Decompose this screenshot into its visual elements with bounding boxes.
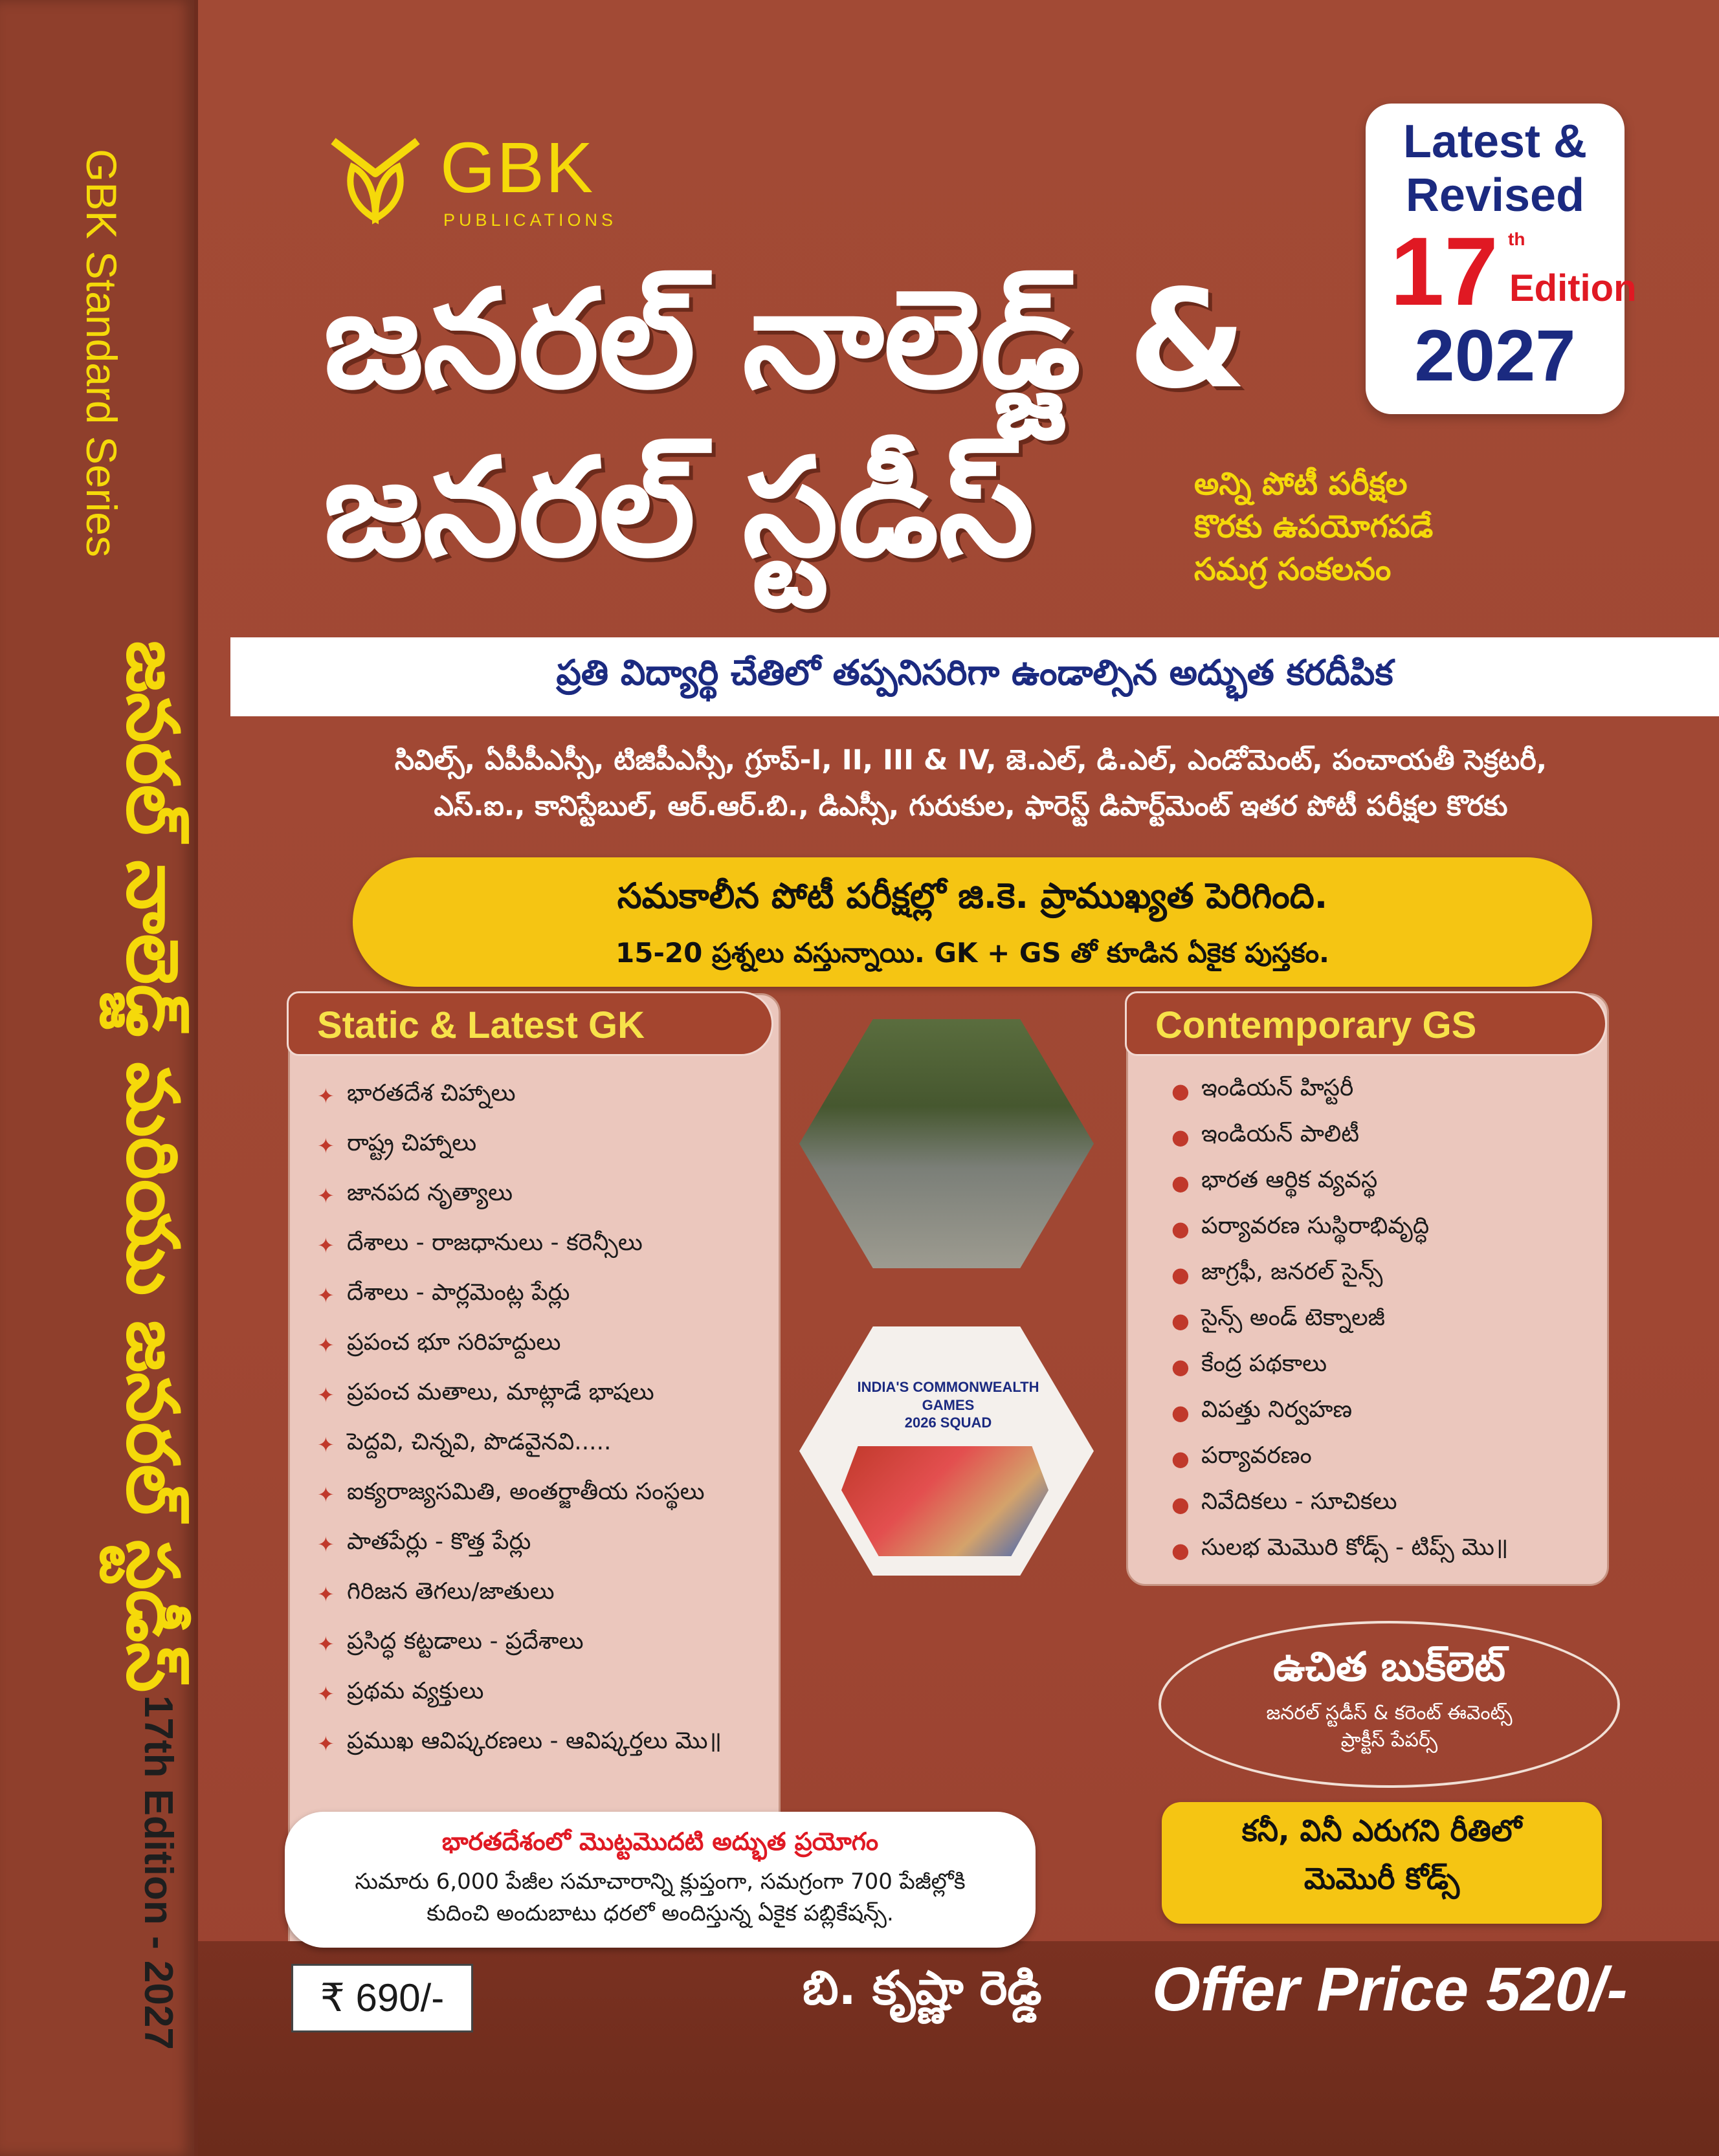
list-item: [317, 1121, 770, 1171]
edition-badge: [1366, 104, 1637, 414]
memory-codes-line: మెమొరీ కోడ్స్: [1303, 1860, 1460, 1896]
book-title-line-2: జనరల్ స్టడీస్: [324, 428, 1034, 587]
book-title-line-1: జనరల్ నాలెడ్జ్ &: [324, 260, 1247, 419]
list-item: [1171, 1160, 1592, 1205]
list-item-label: పర్యావరణం: [1201, 1442, 1312, 1469]
edition-number: 17: [1390, 216, 1498, 325]
list-item: [1171, 1114, 1592, 1160]
dot-bullet-icon: ●: [1171, 1537, 1190, 1563]
list-item-label: విపత్తు నిర్వహణ: [1201, 1396, 1353, 1423]
list-item-label: ఇండియన్ పాలిటీ: [1201, 1120, 1360, 1147]
memory-codes-box: [1162, 1802, 1602, 1924]
star-bullet-icon: ✦: [317, 1532, 335, 1557]
free-booklet-line: ప్రాక్టీస్ పేపర్స్: [1340, 1729, 1438, 1752]
list-item-label: ఐక్యరాజ్యసమితి, అంతర్జాతీయ సంస్థలు: [347, 1478, 705, 1505]
publisher-logo-subtitle: PUBLICATIONS: [443, 210, 617, 230]
first-ever-body: [285, 1866, 1036, 1930]
list-item: [317, 1669, 770, 1719]
list-item-label: జానపద నృత్యాలు: [347, 1179, 513, 1206]
list-item: [317, 1569, 770, 1619]
list-item-label: పాతపేర్లు - కొత్త పేర్లు: [347, 1528, 531, 1555]
first-ever-title: భారతదేశంలో మొట్టమొదటి అద్భుత ప్రయోగం: [441, 1827, 879, 1856]
star-bullet-icon: ✦: [317, 1482, 335, 1507]
dot-bullet-icon: ●: [1171, 1491, 1190, 1517]
dot-bullet-icon: ●: [1171, 1124, 1190, 1149]
list-item-label: భారత ఆర్థిక వ్యవస్థ: [1201, 1166, 1378, 1193]
list-item-label: ప్రసిద్ధ కట్టడాలు - ప్రదేశాలు: [347, 1627, 584, 1655]
star-bullet-icon: ✦: [317, 1083, 335, 1108]
spine-edition: 17th Edition - 2027: [136, 1695, 181, 2050]
edition-year: 2027: [1414, 314, 1576, 396]
dot-bullet-icon: ●: [1171, 1078, 1190, 1103]
list-item: [317, 1519, 770, 1569]
first-ever-line: సుమారు 6,000 పేజీల సమాచారాన్ని క్లుప్తంగా, సమగ్రంగా 700 పేజీల్లోకి: [355, 1869, 966, 1895]
dot-bullet-icon: ●: [1171, 1262, 1190, 1287]
spine-title: జనరల్ నాలెడ్జ్ మరియు జనరల్ స్టడీస్: [111, 641, 194, 1693]
contemporary-gs-heading: Contemporary GS: [1125, 991, 1607, 1056]
list-item: [317, 1469, 770, 1519]
spine-series-label: GBK Standard Series: [78, 149, 126, 557]
list-item: [317, 1270, 770, 1320]
dot-bullet-icon: ●: [1171, 1400, 1190, 1425]
list-item-label: సులభ మెమొరి కోడ్స్ - టిప్స్ మొ॥: [1201, 1534, 1509, 1561]
list-item: [317, 1370, 770, 1420]
commonwealth-games-caption: [841, 1378, 1055, 1432]
list-item-label: దేశాలు - రాజధానులు - కరెన్సీలు: [347, 1229, 643, 1256]
dot-bullet-icon: ●: [1171, 1354, 1190, 1379]
dot-bullet-icon: ●: [1171, 1446, 1190, 1471]
list-item: [317, 1071, 770, 1121]
contemporary-gs-list: [1171, 1068, 1592, 1573]
caption-line: 2026 SQUAD: [904, 1414, 992, 1431]
list-item: [317, 1420, 770, 1469]
list-item-label: ప్రపంచ మతాలు, మాట్లాడే భాషలు: [347, 1378, 654, 1405]
list-item-label: జాగ్రఫీ, జనరల్ సైన్స్: [1201, 1258, 1383, 1285]
list-item: [1171, 1205, 1592, 1251]
free-booklet-badge: [1159, 1621, 1620, 1788]
first-ever-box: [285, 1812, 1036, 1948]
list-item: [1171, 1435, 1592, 1481]
star-bullet-icon: ✦: [317, 1631, 335, 1656]
subtitle-band: ప్రతి విద్యార్థి చేతిలో తప్పనిసరిగా ఉండాల్సిన అద్భుత కరదీపిక: [230, 637, 1719, 716]
memory-codes-line: కనీ, వినీ ఎరుగని రీతిలో: [1241, 1813, 1522, 1848]
star-bullet-icon: ✦: [317, 1133, 335, 1158]
star-bullet-icon: ✦: [317, 1731, 335, 1756]
list-item: [317, 1619, 770, 1669]
list-item: [317, 1171, 770, 1220]
list-item-label: రాష్ట్ర చిహ్నాలు: [347, 1129, 477, 1156]
edition-latest-label: Latest &: [1403, 116, 1588, 168]
list-item-label: గిరిజన తెగలు/జాతులు: [347, 1578, 555, 1605]
list-item: [317, 1220, 770, 1270]
list-item: [1171, 1297, 1592, 1343]
list-item-label: సైన్స్ అండ్ టెక్నాలజీ: [1201, 1304, 1385, 1331]
list-item: [1171, 1251, 1592, 1297]
list-item: [1171, 1343, 1592, 1389]
dot-bullet-icon: ●: [1171, 1170, 1190, 1195]
star-bullet-icon: ✦: [317, 1681, 335, 1706]
author-name: బి. కృష్ణా రెడ్డి: [803, 1961, 1042, 2015]
list-item-label: పెద్దవి, చిన్నవి, పొడవైనవి.....: [347, 1428, 612, 1455]
highlight-line-1: సమకాలీన పోటీ పరీక్షల్లో జి.కె. ప్రాముఖ్యత పెరిగింది.: [617, 875, 1328, 916]
static-gk-heading: Static & Latest GK: [287, 991, 773, 1056]
edition-revised-label: Revised: [1405, 169, 1585, 221]
tagline-line: అన్ని పోటీ పరీక్షల: [1194, 466, 1408, 502]
star-bullet-icon: ✦: [317, 1332, 335, 1358]
list-item: [1171, 1527, 1592, 1573]
exam-list: [272, 738, 1670, 830]
first-ever-line: కుదించి అందుబాటు ధరలో అందిస్తున్న ఏకైక పబ్లికేషన్స్.: [427, 1900, 894, 1927]
star-bullet-icon: ✦: [317, 1581, 335, 1607]
free-booklet-title: ఉచిత బుక్‌లెట్: [1273, 1643, 1505, 1690]
edition-suffix: th: [1508, 228, 1525, 249]
star-bullet-icon: ✦: [317, 1233, 335, 1258]
exam-list-line: ఎస్.ఐ., కానిస్టేబుల్, ఆర్.ఆర్.బి., డిఎస్సీ, గురుకుల, ఫారెస్ట్ డిపార్ట్‌మెంట్ ఇతర పోటీ పరీక్షల కొరకు: [434, 789, 1508, 822]
caption-line: INDIA'S COMMONWEALTH GAMES: [857, 1379, 1039, 1413]
star-bullet-icon: ✦: [317, 1183, 335, 1208]
list-item: [317, 1719, 770, 1768]
highlight-line-2: 15-20 ప్రశ్నలు వస్తున్నాయి. GK + GS తో కూడిన ఏకైక పుస్తకం.: [616, 937, 1329, 969]
list-item: [317, 1320, 770, 1370]
athletes-image: [841, 1446, 1048, 1556]
list-item-label: పర్యావరణ సుస్థిరాభివృద్ధి: [1201, 1212, 1430, 1239]
dot-bullet-icon: ●: [1171, 1216, 1190, 1241]
edition-word: Edition: [1509, 267, 1637, 309]
star-bullet-icon: ✦: [317, 1282, 335, 1308]
list-item-label: భారతదేశ చిహ్నాలు: [347, 1079, 516, 1106]
list-item-label: కేంద్ర పథకాలు: [1201, 1350, 1327, 1377]
list-item-label: నివేదికలు - సూచికలు: [1201, 1488, 1397, 1515]
tagline-line: సమగ్ర సంకలనం: [1194, 551, 1392, 588]
tagline-line: కొరకు ఉపయోగపడే: [1194, 509, 1434, 545]
list-item-label: ప్రముఖ ఆవిష్కరణలు - ఆవిష్కర్తలు మొ॥: [347, 1727, 722, 1754]
list-item-label: ఇండియన్ హిస్టరీ: [1201, 1074, 1354, 1101]
highlight-pill: [353, 857, 1592, 987]
list-item: [1171, 1389, 1592, 1435]
mrp-price-tag: ₹ 690/-: [291, 1964, 473, 2032]
list-item-label: ప్రపంచ భూ సరిహద్దులు: [347, 1328, 561, 1356]
star-bullet-icon: ✦: [317, 1432, 335, 1457]
tagline: [1194, 463, 1433, 591]
list-item: [1171, 1068, 1592, 1114]
dot-bullet-icon: ●: [1171, 1308, 1190, 1333]
list-item-label: దేశాలు - పార్లమెంట్ల పేర్లు: [347, 1279, 570, 1306]
offer-price: Offer Price 520/-: [1152, 1955, 1628, 2024]
star-bullet-icon: ✦: [317, 1382, 335, 1407]
list-item: [1171, 1481, 1592, 1527]
list-item-label: ప్రథమ వ్యక్తులు: [347, 1677, 484, 1704]
free-booklet-line: జనరల్ స్టడీస్ & కరెంట్ ఈవెంట్స్: [1266, 1702, 1513, 1724]
publisher-logo-text: GBK: [440, 128, 595, 208]
exam-list-line: సివిల్స్, ఏపీపీఎస్సీ, టిజిపీఎస్సీ, గ్రూప్-I, II, III & IV, జె.ఎల్, డి.ఎల్, ఎండోమెంట్, పంచాయతీ సెక్రటరీ,: [394, 744, 1547, 776]
gbk-leaf-book-logo-icon: [327, 128, 424, 225]
static-gk-list: [317, 1071, 770, 1768]
